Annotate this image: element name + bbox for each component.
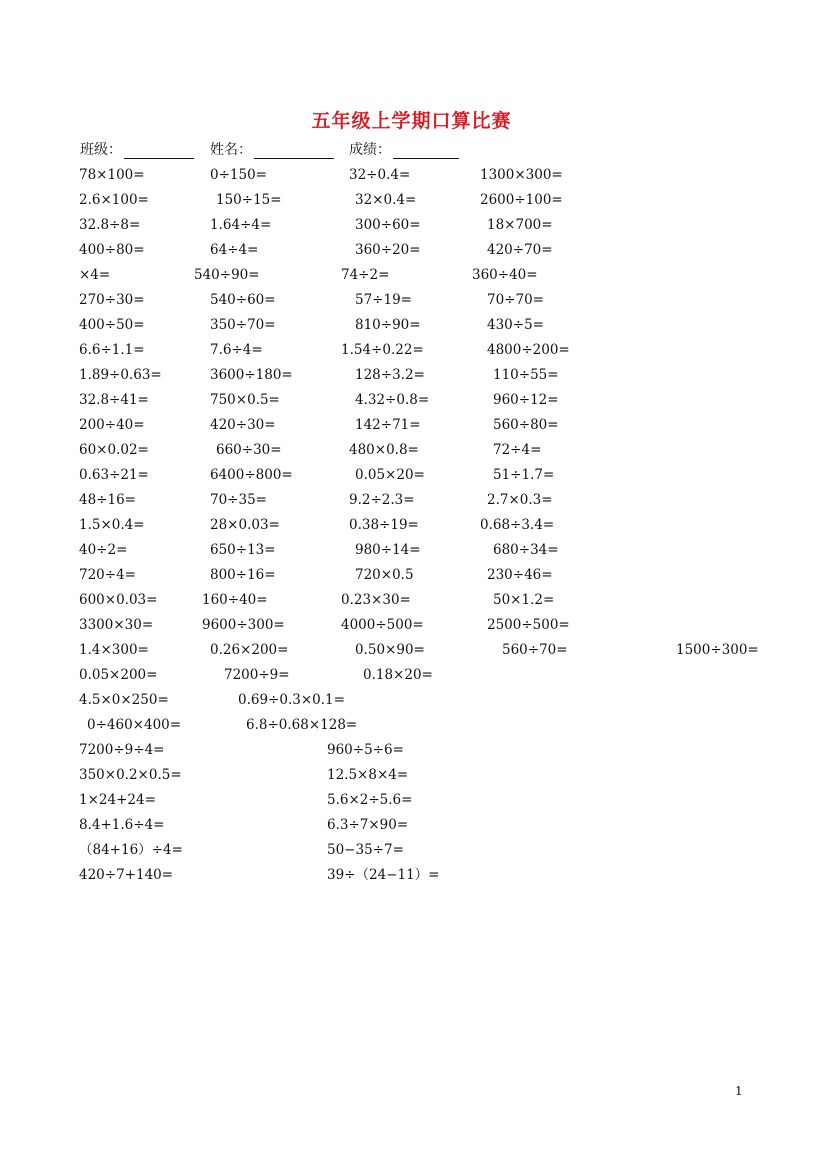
problem-item: 300÷60= [355,217,421,233]
problem-item: 142÷71= [355,417,421,433]
problem-item: 540÷90= [194,267,260,283]
problem-item: 4.5×0×250= [79,692,169,708]
problem-item: 7200÷9÷4= [79,742,165,758]
problem-item: 9600÷300= [202,617,285,633]
problem-item: 0.63÷21= [79,467,149,483]
problem-item: 720÷4= [79,567,136,583]
problem-item: 420÷70= [487,242,553,258]
problem-item: 32÷0.4= [349,167,411,183]
problem-item: 650÷13= [210,542,276,558]
problem-item: 6400÷800= [210,467,293,483]
problem-item: 3300×30= [79,617,154,633]
problem-item: 0.50×90= [355,642,425,658]
problem-item: 0.18×20= [363,667,433,683]
problem-item: 4000÷500= [341,617,424,633]
problem-item: 560÷70= [502,642,568,658]
name-label: 姓名： [210,142,252,158]
name-blank[interactable] [254,143,334,159]
problem-item: 980÷14= [355,542,421,558]
problem-item: 32×0.4= [355,192,417,208]
problem-item: 2.6×100= [79,192,149,208]
problem-item: 50×1.2= [493,592,555,608]
problem-item: 1.64÷4= [210,217,272,233]
problem-item: 540÷60= [210,292,276,308]
class-blank[interactable] [124,143,194,159]
problem-item: 400÷80= [79,242,145,258]
problem-item: 680÷34= [493,542,559,558]
problem-item: 360÷20= [355,242,421,258]
problem-item: 0÷150= [210,167,267,183]
problem-item: 7.6÷4= [210,342,263,358]
problem-item: 70÷35= [210,492,267,508]
problem-item: 12.5×8×4= [327,767,409,783]
problem-item: 800÷16= [210,567,276,583]
problem-item: 1×24+24= [79,792,156,808]
score-field [349,139,459,159]
problem-item: 960÷12= [493,392,559,408]
problem-item: 2500÷500= [487,617,570,633]
problem-item: 78×100= [79,167,145,183]
problem-item: ×4= [79,267,111,283]
problem-item: 64÷4= [210,242,259,258]
problem-item: 74÷2= [341,267,390,283]
problem-item: 270÷30= [79,292,145,308]
problem-item: 70÷70= [487,292,544,308]
score-label: 成绩： [349,142,391,158]
problem-item: 600×0.03= [79,592,158,608]
name-field [210,139,334,159]
problem-item: 7200÷9= [224,667,290,683]
problem-item: 40÷2= [79,542,128,558]
problem-item: 160÷40= [202,592,268,608]
problem-item: 57÷19= [355,292,412,308]
problem-item: 5.6×2÷5.6= [327,792,413,808]
problem-item: 0.05×20= [355,467,425,483]
problem-item: 6.6÷1.1= [79,342,145,358]
problem-item: 32.8÷41= [79,392,149,408]
problem-item: 1.5×0.4= [79,517,145,533]
class-field [80,139,194,159]
problem-item: 4.32÷0.8= [355,392,430,408]
problem-item: 810÷90= [355,317,421,333]
problem-item: 0.68÷3.4= [480,517,555,533]
problem-item: 230÷46= [487,567,553,583]
problem-item: 50−35÷7= [327,842,404,858]
problem-item: 400÷50= [79,317,145,333]
problem-item: 32.8÷8= [79,217,141,233]
problem-item: 128÷3.2= [355,367,425,383]
problem-item: 110÷55= [493,367,559,383]
problem-item: 0.38÷19= [349,517,419,533]
problem-item: 8.4+1.6÷4= [79,817,165,833]
problem-item: （84+16）÷4= [79,842,183,858]
problem-item: 1300×300= [480,167,563,183]
problem-item: 0.05×200= [79,667,158,683]
problem-item: 150÷15= [216,192,282,208]
problem-item: 3600÷180= [210,367,293,383]
score-blank[interactable] [393,143,459,159]
problem-item: 960÷5÷6= [327,742,404,758]
problem-item: 430÷5= [487,317,544,333]
problem-item: 420÷30= [210,417,276,433]
problem-item: 39÷（24−11）= [327,867,440,883]
student-info-row [0,139,823,159]
problem-item: 1.54÷0.22= [341,342,424,358]
problem-item: 28×0.03= [210,517,280,533]
problem-item: 560÷80= [493,417,559,433]
problem-item: 6.8÷0.68×128= [246,717,358,733]
page-title: 五年级上学期口算比赛 [311,110,512,132]
problem-item: 48÷16= [79,492,136,508]
problem-item: 0÷460×400= [87,717,182,733]
problem-item: 6.3÷7×90= [327,817,409,833]
problem-item: 200÷40= [79,417,145,433]
problem-item: 60×0.02= [79,442,149,458]
problem-item: 350×0.2×0.5= [79,767,182,783]
problem-item: 2600÷100= [480,192,563,208]
problem-item: 0.69÷0.3×0.1= [238,692,345,708]
problem-item: 1.4×300= [79,642,149,658]
problem-item: 1.89÷0.63= [79,367,162,383]
problem-item: 9.2÷2.3= [349,492,415,508]
page-number: 1 [735,1084,743,1098]
problem-item: 51÷1.7= [493,467,555,483]
problem-item: 0.23×30= [341,592,411,608]
problem-item: 2.7×0.3= [487,492,553,508]
problem-item: 750×0.5= [210,392,280,408]
problem-item: 360÷40= [472,267,538,283]
class-label: 班级： [80,142,122,158]
problem-item: 18×700= [487,217,553,233]
problem-item: 660÷30= [216,442,282,458]
problem-item: 720×0.5 [355,567,414,583]
problem-item: 72÷4= [493,442,542,458]
problem-item: 0.26×200= [210,642,289,658]
problem-item: 1500÷300= [676,642,759,658]
problem-item: 4800÷200= [487,342,570,358]
problem-item: 480×0.8= [349,442,419,458]
problem-item: 420÷7+140= [79,867,174,883]
problem-item: 350÷70= [210,317,276,333]
